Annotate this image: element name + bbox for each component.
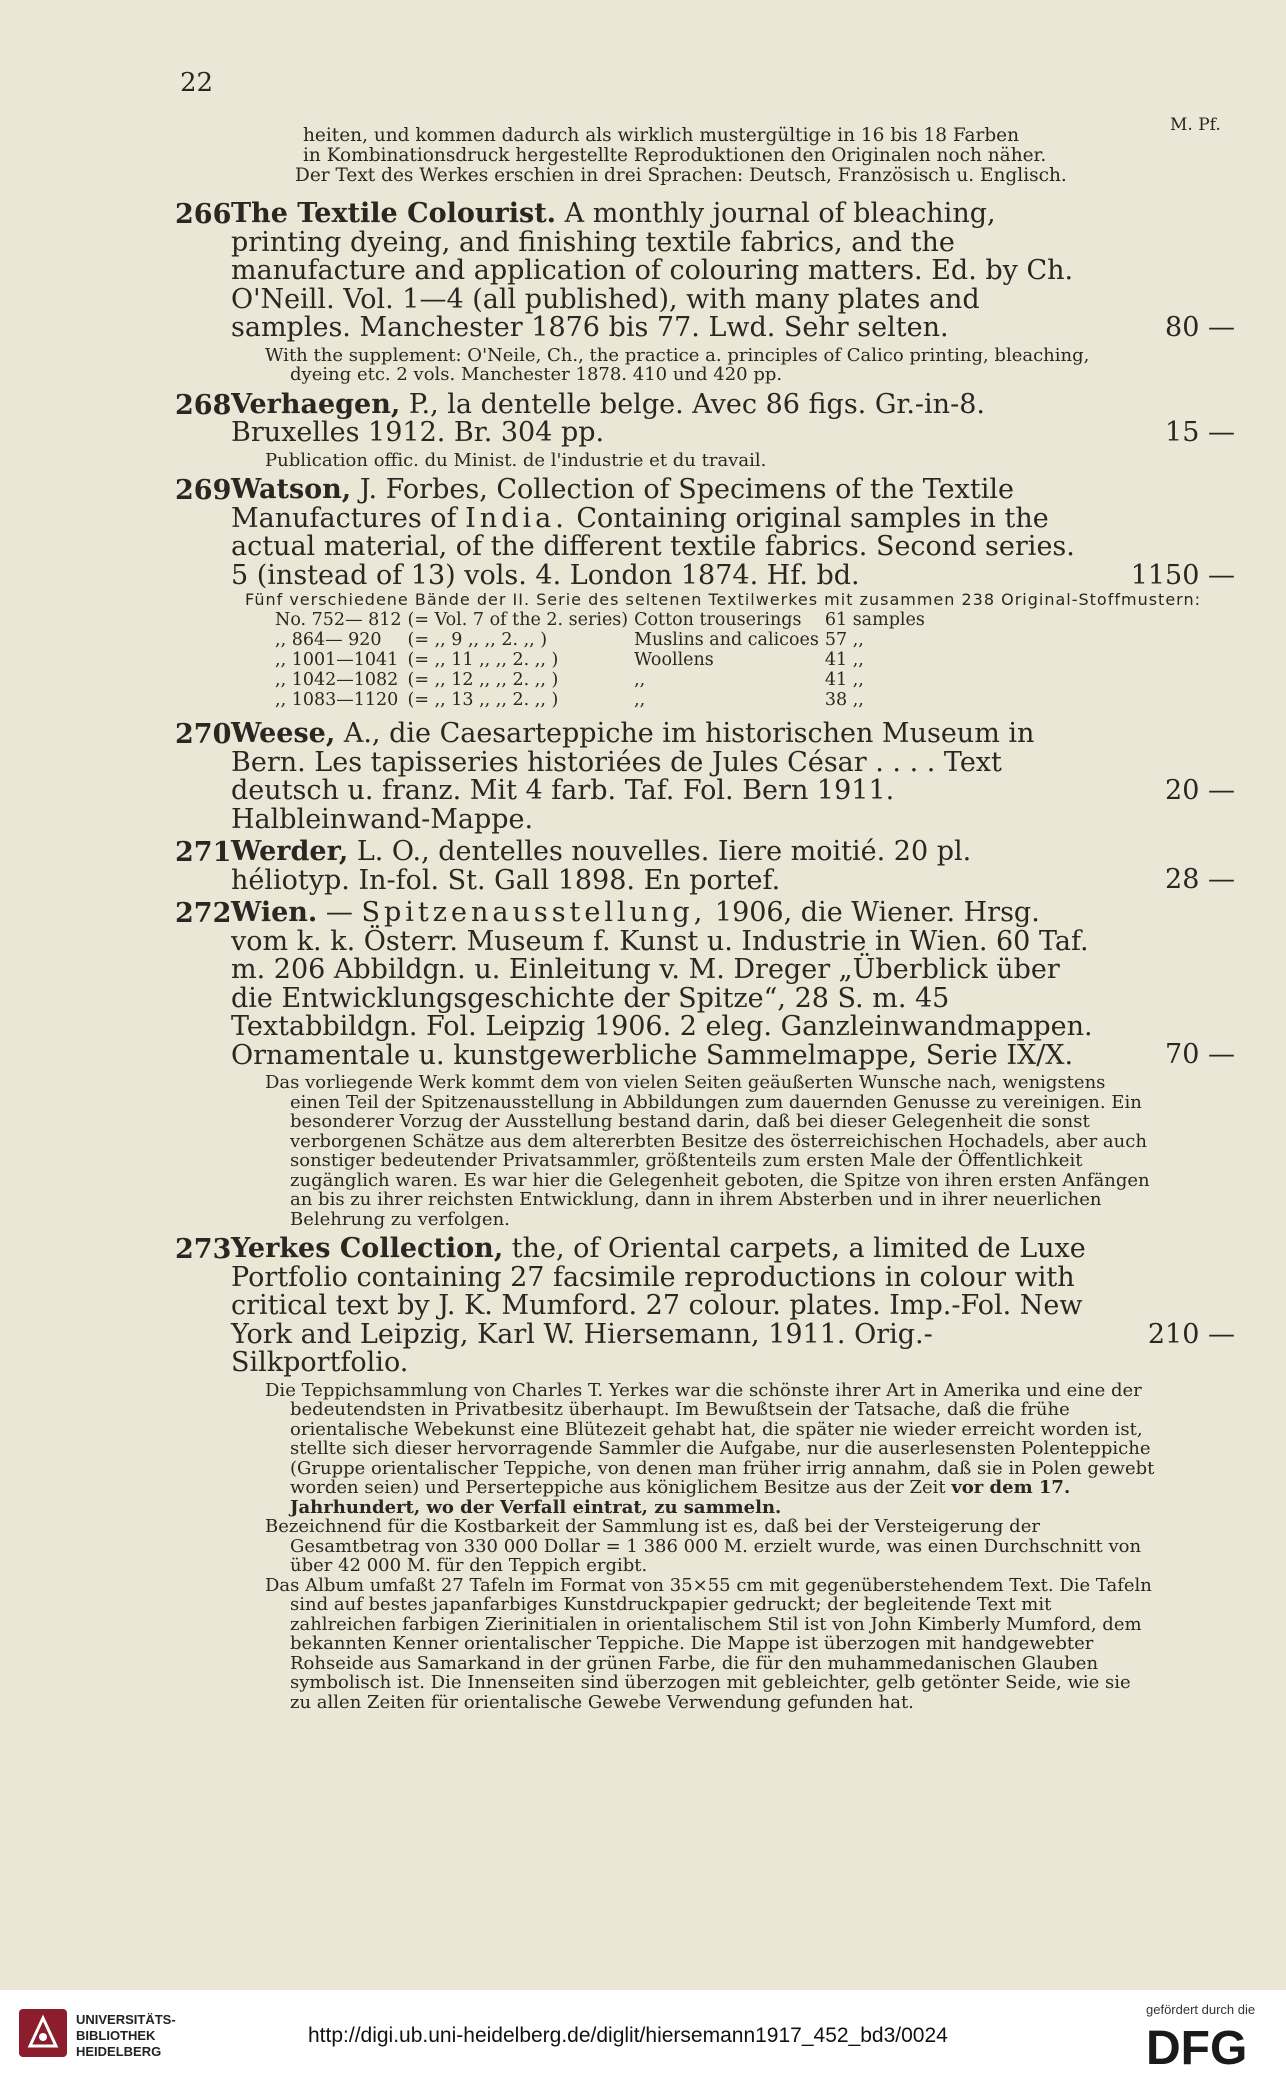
library-name-line: HEIDELBERG <box>76 2044 162 2059</box>
entry-spaced-word: India. <box>465 502 568 534</box>
table-cell: 41 ,, <box>824 650 864 670</box>
table-heading: Fünf verschiedene Bände der II. Serie des seltenen Textilwerkes mit zusammen 238 Original-Stoffmustern: <box>245 590 1201 609</box>
table-cell: ,, <box>634 670 646 690</box>
entry-body: P., la dentelle belge. Avec 86 figs. Gr.-in-8. Bruxelles 1912. Br. 304 pp. <box>231 388 985 448</box>
note-paragraph: Bezeichnend für die Kostbarkeit der Sammlung ist es, daß bei der Versteigerung der Gesamtbetrag von 330 000 Dollar = 1 386 000 M. erzielt wurde, was einen Durchschnitt von über 42 000 M. für den Teppich ergibt. <box>265 1516 1142 1576</box>
table-cell: (= ,, 9 ,, ,, 2. ,, ) <box>407 630 548 650</box>
entry-lead: Wien. <box>231 897 318 928</box>
note-bold-text: vor dem 17. Jahrhundert, wo der Verfall eintrat, zu sammeln. <box>290 1477 1071 1518</box>
table-cell: (= ,, 11 ,, ,, 2. ,, ) <box>407 650 559 670</box>
entry-price: 20 — <box>1165 775 1235 806</box>
catalogue-entry <box>175 388 1235 471</box>
table-row <box>275 670 931 690</box>
entry-number: 266 <box>175 199 232 230</box>
entry-lead: The Textile Colourist. <box>231 198 557 229</box>
entry-price: 28 — <box>1165 864 1235 895</box>
entry-body: A., die Caesarteppiche im historischen Museum in Bern. Les tapisseries historiées de Jules César . . . . Text deutsch u. franz. Mit 4 farb. Taf. Fol. Bern 1911. Halbleinwand-Mappe. <box>231 718 1035 835</box>
entry-spaced-word: Spitzenausstellung, <box>361 897 707 928</box>
note-paragraph <box>265 1381 1155 1518</box>
table-cell: (= Vol. 7 of the 2. series) <box>407 610 629 630</box>
sample-table <box>245 590 1235 710</box>
catalogue-entry <box>175 720 1235 834</box>
note-paragraph: Das vorliegende Werk kommt dem von vielen Seiten geäußerten Wunsche nach, wenigstens einen Teil der Spitzenausstellung in Abbildungen zum dauernden Genusse zu vereinigen. Ein besonderer Vorzug der Ausstellung bestand darin, daß bei dieser Gelegenheit die sonst verborgenen Schätze aus dem altererbten Besitze des österreichischen Hochadels, aber auch sonstiger bedeutender Privatsammler, größtenteils zum ersten Male der Öffentlichkeit zugänglich waren. Es war hier die Gelegenheit geboten, die Spitze von ihren ersten Anfängen an bis zu ihrer reichsten Entwicklung, dann in ihrem Absterben und in ihrer neuerlichen Belehrung zu verfolgen. <box>265 1072 1150 1230</box>
table-cell: Cotton trouserings <box>634 610 802 630</box>
continued-note <box>175 126 1235 186</box>
entry-price: 1150 — <box>1130 560 1235 591</box>
funded-by-label: gefördert durch die <box>1146 2002 1256 2017</box>
table-cell: Woollens <box>634 650 714 670</box>
entry-body: A monthly journal of bleaching, printing dyeing, and finishing textile fabrics, and the manufacture and application of colouring matters. Ed. by Ch. O'Neill. Vol. 1—4 (all published), with many plates and samples. Manchester 1876 bis 77. Lwd. Sehr selten. <box>231 198 1074 343</box>
entry-text <box>231 200 1235 343</box>
table-cell: 38 ,, <box>824 690 864 710</box>
table-cell: (= ,, 12 ,, ,, 2. ,, ) <box>407 670 559 690</box>
table-row <box>275 690 931 710</box>
entry-note <box>265 451 1235 471</box>
catalogue-entry <box>175 1235 1235 1712</box>
entry-text <box>231 476 1235 590</box>
entry-note <box>265 1073 1235 1229</box>
digitization-footer <box>0 1990 1286 2078</box>
entry-body: Containing original samples in the actual material, of the different textile fabrics. Second series. 5 (instead of 13) vols. 4. London 1874. Hf. bd. <box>231 502 1075 591</box>
continued-line: in Kombinationsdruck hergestellte Reproduktionen den Originalen noch näher. <box>303 145 1047 166</box>
dfg-logo-icon <box>1146 2020 1266 2070</box>
note-paragraph: Das Album umfaßt 27 Tafeln im Format von 35×55 cm mit gegenüberstehendem Text. Die Tafeln sind auf bestes japanfarbiges Kunstdruckpapier gedruckt; der begleitende Text mit zahlreichen farbigen Zierinitialen in orientalischem Stil ist von John Kimberly Mumford, dem bekannten Kenner orientalischer Teppiche. Die Mappe ist überzogen mit handgewebter Rohseide aus Samarkand in der grünen Farbe, die für den muhammedanischen Glauben symbolisch ist. Die Innenseiten sind überzogen mit gebleichter, gelb getönter Seide, wie sie zu allen Zeiten für orientalische Gewebe Verwendung gefunden hat. <box>265 1574 1152 1713</box>
entry-text <box>231 720 1235 834</box>
note-paragraph: With the supplement: O'Neile, Ch., the practice a. principles of Calico printing, bleaching, dyeing etc. 2 vols. Manchester 1878. 410 und 420 pp. <box>265 344 1090 385</box>
entry-lead: Weese, <box>231 718 336 749</box>
entry-body: J. Forbes, Collection of Specimens of the Textile Manufactures of <box>231 474 1014 534</box>
continued-line: Der Text des Werkes erschien in drei Sprachen: Deutsch, Französisch u. Englisch. <box>295 165 1067 186</box>
entry-number: 271 <box>175 837 232 868</box>
table-cell: (= ,, 13 ,, ,, 2. ,, ) <box>407 690 559 710</box>
table-cell: 61 samples <box>824 610 925 630</box>
catalogue-entry <box>175 899 1235 1229</box>
source-url-link[interactable]: http://digi.ub.uni-heidelberg.de/diglit/hiersemann1917_452_bd3/0024 <box>308 2024 948 2047</box>
table-row <box>275 630 931 650</box>
table-cell: ,, 1001—1041 <box>275 650 399 670</box>
note-paragraph: Publication offic. du Minist. de l'industrie et du travail. <box>265 449 767 471</box>
catalogue-entry <box>175 476 1235 710</box>
entry-text <box>231 899 1235 1070</box>
entry-number: 273 <box>175 1234 232 1265</box>
table-cell: 57 ,, <box>824 630 864 650</box>
entry-note <box>265 346 1235 385</box>
entry-number: 270 <box>175 719 232 750</box>
entry-price: 210 — <box>1147 1319 1235 1350</box>
entry-price: 15 — <box>1165 416 1235 448</box>
entry-lead: Yerkes Collection, <box>231 1233 504 1264</box>
catalogue-content <box>175 126 1235 1718</box>
samples-table <box>275 610 931 710</box>
entry-body: the, of Oriental carpets, a limited de Luxe Portfolio containing 27 facsimile reproductions in colour with critical text by J. K. Mumford. 27 colour. plates. Imp.-Fol. New York and Leipzig, Karl W. Hiersemann, 1911. Orig.-Silkportfolio. <box>231 1233 1086 1378</box>
continued-line: heiten, und kommen dadurch als wirklich mustergültige in 16 bis 18 Farben <box>303 125 1020 146</box>
entry-note <box>265 1381 1235 1713</box>
table-cell: ,, <box>634 690 646 710</box>
entry-text <box>231 388 1235 448</box>
table-cell: 41 ,, <box>824 670 864 690</box>
price-column-heading: M. Pf. <box>1170 115 1221 135</box>
entry-number: 269 <box>175 475 232 506</box>
entry-lead: Werder, <box>231 836 349 867</box>
catalogue-entry <box>175 838 1235 895</box>
table-cell: ,, 864— 920 <box>275 630 382 650</box>
table-cell: ,, 1083—1120 <box>275 690 399 710</box>
entry-text <box>231 838 1235 895</box>
note-text: Die Teppichsammlung von Charles T. Yerkes war die schönste ihrer Art in Amerika und eine der bedeutendsten in Privatbesitz überhaupt. Im Bewußtsein der Tatsache, daß die frühe orientalische Webekunst eine Blütezeit gehabt hat, die später nie wieder erreicht worden ist, stellte sich dieser hervorragende Sammler die Aufgabe, nur die auserlesensten Polenteppiche (Gruppe orientalischer Teppiche, von denen man früher irrig annahm, daß sie in Polen gewebt worden seien) und Perserteppiche aus königlichem Besitze aus der Zeit <box>265 1379 1155 1498</box>
entry-price: 80 — <box>1165 312 1235 343</box>
library-name-line: BIBLIOTHEK <box>76 2028 156 2043</box>
entry-number: 272 <box>175 898 232 929</box>
table-row <box>275 610 931 630</box>
table-cell: ,, 1042—1082 <box>275 670 399 690</box>
entry-body: 1906, die Wiener. Hrsg. vom k. k. Österr. Museum f. Kunst u. Industrie in Wien. 60 Taf. m. 206 Abbildgn. u. Einleitung v. M. Dreger „Überblick über die Entwicklungsgeschichte der Spitze“, 28 S. m. 45 Textabbildgn. Fol. Leipzig 1906. 2 eleg. Ganzleinwandmappen. Ornamentale u. kunstgewerbliche Sammelmappe, Serie IX/X. <box>231 897 1093 1071</box>
library-name <box>76 2012 176 2060</box>
entry-number: 268 <box>175 389 232 421</box>
entry-price: 70 — <box>1165 1039 1235 1070</box>
entry-body: — <box>317 897 362 928</box>
table-cell: Muslins and calicoes <box>634 630 819 650</box>
page-number: 22 <box>180 68 214 98</box>
entry-text <box>231 1235 1235 1378</box>
dfg-logo-text: DFG <box>1146 2022 1248 2070</box>
library-name-line: UNIVERSITÄTS- <box>76 2012 176 2027</box>
catalogue-entry <box>175 200 1235 385</box>
table-row <box>275 650 931 670</box>
entry-lead: Watson, <box>231 474 352 505</box>
table-cell: No. 752— 812 <box>275 610 402 630</box>
entry-lead: Verhaegen, <box>231 388 401 420</box>
university-seal-icon <box>18 2008 68 2058</box>
entry-body: L. O., dentelles nouvelles. Iiere moitié. 20 pl. héliotyp. In-fol. St. Gall 1898. En portef. <box>231 836 972 896</box>
